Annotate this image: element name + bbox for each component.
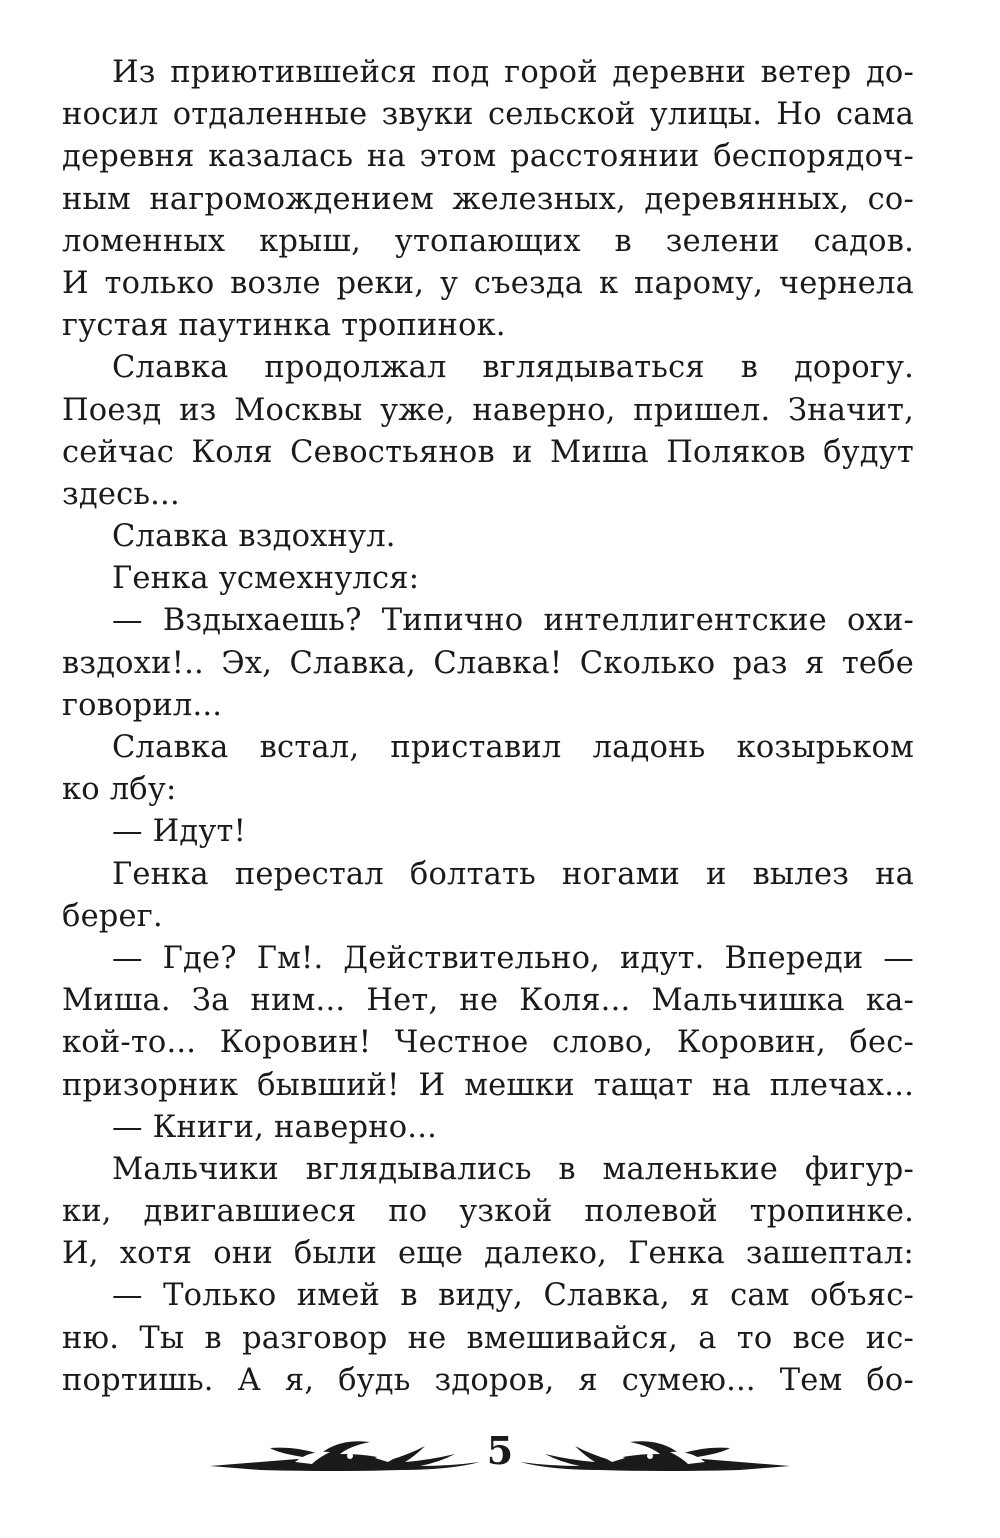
text-line: — Идут! — [112, 814, 247, 850]
text-line: Славка встал, приставил ладонь козырьком — [112, 730, 914, 765]
body-text — [62, 52, 914, 1402]
text-line: — Где? Гм!. Действительно, идут. Впереди — — [112, 940, 914, 976]
page-number: 5 — [486, 1428, 514, 1473]
text-line: кой-то... Коровин! Честное слово, Коровин, бес- — [62, 1025, 914, 1061]
text-line: Поезд из Москвы уже, наверно, пришел. Значит, — [62, 392, 914, 428]
text-line: портишь. А я, будь здоров, я сумею... Тем бо- — [62, 1362, 914, 1398]
text-line: сейчас Коля Севостьянов и Миша Поляков будут — [62, 434, 914, 470]
text-line: Миша. За ним... Нет, не Коля... Мальчишка ка- — [62, 983, 914, 1019]
text-line: ню. Ты в разговор не вмешивайся, а то все ис- — [62, 1320, 914, 1356]
text-line: Из приютившейся под горой деревни ветер до- — [112, 55, 914, 90]
text-line: здесь... — [62, 476, 180, 512]
text-line: — Только имей в виду, Славка, я сам объяс- — [112, 1278, 914, 1314]
text-line: Генка усмехнулся: — [112, 561, 420, 597]
text-line: Мальчики вглядывались в маленькие фигур- — [112, 1151, 914, 1187]
text-line: Генка перестал болтать ногами и вылез на — [112, 856, 914, 892]
text-line: носил отдаленные звуки сельской улицы. Но сама — [62, 97, 914, 133]
text-line: ки, двигавшиеся по узкой полевой тропинке. — [62, 1194, 914, 1230]
text-line: густая паутинка тропинок. — [62, 308, 506, 344]
text-line: — Вздыхаешь? Типично интеллигентские охи- — [112, 603, 914, 639]
text-line: И, хотя они были еще далеко, Генка зашептал: — [62, 1236, 914, 1272]
text-line: берег. — [62, 898, 163, 934]
flourish-right-icon — [510, 1432, 800, 1476]
page-footer — [0, 1424, 1000, 1484]
text-line: Славка вздохнул. — [112, 519, 396, 555]
text-line: вздохи!.. Эх, Славка, Славка! Сколько раз я тебе — [62, 645, 914, 681]
text-line: И только возле реки, у съезда к парому, чернела — [62, 265, 914, 301]
text-line: говорил... — [62, 687, 223, 723]
text-line: деревня казалась на этом расстоянии беспорядоч- — [62, 139, 914, 175]
text-line: ко лбу: — [62, 772, 177, 808]
text-line: призорник бывший! И мешки тащат на плечах... — [62, 1067, 914, 1103]
text-line: ломенных крыш, утопающих в зелени садов. — [62, 223, 914, 259]
text-line: — Книги, наверно... — [112, 1109, 437, 1145]
text-line: Славка продолжал вглядываться в дорогу. — [112, 350, 914, 386]
text-line: ным нагромождением железных, деревянных, со- — [62, 181, 914, 217]
